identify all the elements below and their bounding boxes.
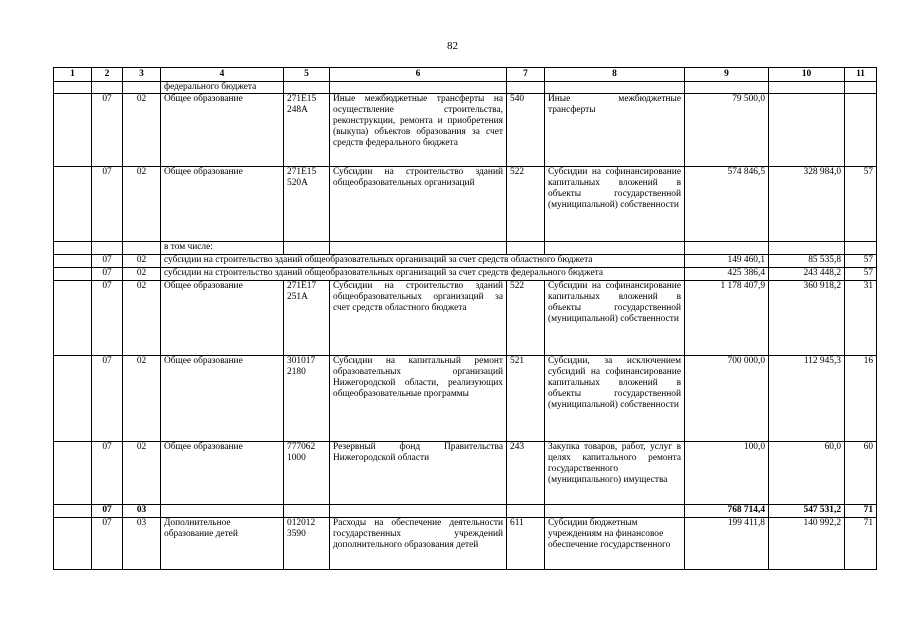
cell-section: 07 [92, 167, 123, 242]
table-row [54, 442, 877, 505]
cell-name: в том числе: [161, 242, 284, 255]
cell-section: 07 [92, 505, 123, 518]
header-row [54, 68, 877, 82]
cell-target-article: 271E17 251A [284, 281, 330, 356]
cell-value-11: 57 [845, 255, 877, 268]
cell-section: 07 [92, 356, 123, 442]
cell-expense-name: Иные межбюджетные трансферты [545, 94, 685, 167]
cell-subsection: 03 [123, 505, 161, 518]
cell-name: Общее образование [161, 167, 284, 242]
col-header-5: 5 [284, 68, 330, 82]
cell-expense-type: 522 [507, 167, 545, 242]
cell-expense-name: Субсидии, за исключением субсидий на софинансирование капитальных вложений в объекты государственной (муниципальной) собственности [545, 356, 685, 442]
cell-value-11: 57 [845, 268, 877, 281]
col-header-6: 6 [330, 68, 507, 82]
cell-value-10: 360 918,2 [769, 281, 845, 356]
cell-subsection: 02 [123, 255, 161, 268]
cell-subsection: 02 [123, 281, 161, 356]
cell-target-article: 301017 2180 [284, 356, 330, 442]
cell-value-9: 79 500,0 [685, 94, 769, 167]
cell-expense-name: Субсидии бюджетным учреждениям на финансовое обеспечение государственного [545, 518, 685, 570]
col-header-10: 10 [769, 68, 845, 82]
cell-value-10 [769, 94, 845, 167]
table-row [54, 94, 877, 167]
cell-description: Иные межбюджетные трансферты на осуществление строительства, реконструкции, ремонта и приобретения (выкупа) объектов образования за счет средств федерального бюджета [330, 94, 507, 167]
table-row [54, 518, 877, 570]
budget-table [53, 67, 877, 570]
cell-description: Субсидии на капитальный ремонт образовательных организаций Нижегородской области, реализующих общеобразовательные программы [330, 356, 507, 442]
cell-value-11: 60 [845, 442, 877, 505]
table-row [54, 255, 877, 268]
table-row [54, 356, 877, 442]
cell-value-10: 60,0 [769, 442, 845, 505]
cell-section: 07 [92, 255, 123, 268]
cell-value-9: 1 178 407,9 [685, 281, 769, 356]
cell-value-9: 768 714,4 [685, 505, 769, 518]
cell-section: 07 [92, 281, 123, 356]
table-row [54, 167, 877, 242]
cell-description: Субсидии на строительство зданий общеобразовательных организаций за счет средств областного бюджета [330, 281, 507, 356]
cell-value-11: 16 [845, 356, 877, 442]
cell-section: 07 [92, 518, 123, 570]
cell-value-10: 140 992,2 [769, 518, 845, 570]
cell-value-11: 57 [845, 167, 877, 242]
cell-section: 07 [92, 442, 123, 505]
cell-expense-type: 243 [507, 442, 545, 505]
table-row [54, 268, 877, 281]
table-row [54, 242, 877, 255]
cell-value-11: 71 [845, 505, 877, 518]
cell-value-10: 112 945,3 [769, 356, 845, 442]
cell-name: Общее образование [161, 442, 284, 505]
col-header-3: 3 [123, 68, 161, 82]
cell-value-9: 700 000,0 [685, 356, 769, 442]
cell-value-10: 547 531,2 [769, 505, 845, 518]
cell-value-9: 425 386,4 [685, 268, 769, 281]
cell-description: Субсидии на строительство зданий общеобразовательных организаций [330, 167, 507, 242]
cell-value-11 [845, 94, 877, 167]
cell-subsection: 02 [123, 94, 161, 167]
cell-value-9: 100,0 [685, 442, 769, 505]
cell-name: федерального бюджета [161, 82, 284, 94]
cell-name: Общее образование [161, 281, 284, 356]
cell-section: 07 [92, 268, 123, 281]
cell-expense-type: 611 [507, 518, 545, 570]
cell-subsection: 02 [123, 167, 161, 242]
cell-name: субсидии на строительство зданий общеобразовательных организаций за счет средств областного бюджета [161, 255, 685, 268]
cell-expense-type: 522 [507, 281, 545, 356]
cell-expense-name: Субсидии на софинансирование капитальных вложений в объекты государственной (муниципальной) собственности [545, 281, 685, 356]
cell-target-article: 012012 3590 [284, 518, 330, 570]
cell-target-article: 777062 1000 [284, 442, 330, 505]
col-header-2: 2 [92, 68, 123, 82]
cell-expense-type: 521 [507, 356, 545, 442]
subtotal-row [54, 505, 877, 518]
cell-value-9: 199 411,8 [685, 518, 769, 570]
col-header-8: 8 [545, 68, 685, 82]
cell-name: Общее образование [161, 94, 284, 167]
col-header-7: 7 [507, 68, 545, 82]
col-header-11: 11 [845, 68, 877, 82]
cell-subsection: 02 [123, 442, 161, 505]
table-row [54, 82, 877, 94]
cell-value-9: 149 460,1 [685, 255, 769, 268]
col-header-1: 1 [54, 68, 92, 82]
cell-description: Резервный фонд Правительства Нижегородской области [330, 442, 507, 505]
cell-name: Общее образование [161, 356, 284, 442]
cell-value-11: 31 [845, 281, 877, 356]
col-header-9: 9 [685, 68, 769, 82]
cell-value-9: 574 846,5 [685, 167, 769, 242]
cell-subsection: 02 [123, 356, 161, 442]
cell-description: Расходы на обеспечение деятельности государственных учреждений дополнительного образования детей [330, 518, 507, 570]
cell-name: Дополнительное образование детей [161, 518, 284, 570]
cell-value-11: 71 [845, 518, 877, 570]
cell-value-10: 85 535,8 [769, 255, 845, 268]
col-header-4: 4 [161, 68, 284, 82]
cell-expense-name: Субсидии на софинансирование капитальных вложений в объекты государственной (муниципальной) собственности [545, 167, 685, 242]
cell-target-article: 271E15 248A [284, 94, 330, 167]
cell-subsection: 02 [123, 268, 161, 281]
cell-value-10: 328 984,0 [769, 167, 845, 242]
cell-name: субсидии на строительство зданий общеобразовательных организаций за счет средств федерального бюджета [161, 268, 685, 281]
cell-expense-type: 540 [507, 94, 545, 167]
cell-value-10: 243 448,2 [769, 268, 845, 281]
cell-subsection: 03 [123, 518, 161, 570]
table-row [54, 281, 877, 356]
cell-section: 07 [92, 94, 123, 167]
cell-target-article: 271E15 520A [284, 167, 330, 242]
page-number: 82 [447, 40, 458, 52]
cell-expense-name: Закупка товаров, работ, услуг в целях капитального ремонта государственного (муниципального) имущества [545, 442, 685, 505]
